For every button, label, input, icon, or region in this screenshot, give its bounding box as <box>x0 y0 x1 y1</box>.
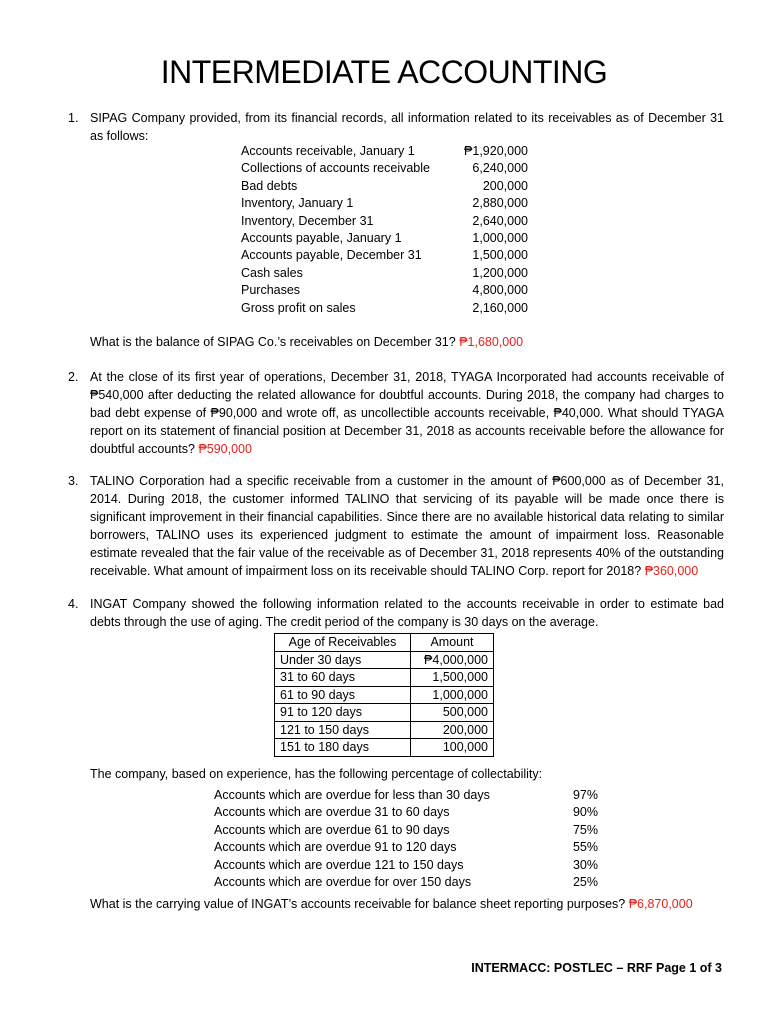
list-item: Accounts payable, January 1 1,000,000 <box>241 230 528 245</box>
list-item: Inventory, January 1 2,880,000 <box>241 196 528 211</box>
table-row: 31 to 60 days 1,500,000 <box>275 669 494 687</box>
question-2 <box>68 368 724 458</box>
table-row: Under 30 days ₱4,000,000 <box>275 651 494 669</box>
question-1 <box>68 109 724 145</box>
list-item: Accounts which are overdue 31 to 60 days 90% <box>214 805 598 820</box>
list-item: Purchases 4,800,000 <box>241 283 528 298</box>
question-number: 1. <box>68 111 79 125</box>
question-text: TALINO Corporation had a specific receivable from a customer in the amount of ₱600,000 as of December 31, 2014. During 2018, the customer informed TALINO that servicing of its payable will be made once there is significant improvement in their financial capabilities. Since there are no available historical data relating to similar borrowers, TALINO uses its experienced judgment to estimate the amount of impairment loss. Reasonable estimate revealed that the fair value of the receivable as of December 31, 2018 represents 40% of the outstanding receivable. What amount of impairment loss on its receivable should TALINO Corp. report for 2018? <box>90 474 724 578</box>
question-text: INGAT Company showed the following information related to the accounts receivable in order to estimate bad debts through the use of aging. The credit period of the company is 30 days on the average. <box>90 597 724 629</box>
collectability-intro: The company, based on experience, has the following percentage of collectability: <box>90 767 543 781</box>
list-item: Accounts receivable, January 1 ₱1,920,000 <box>241 144 528 158</box>
table-row: 151 to 180 days 100,000 <box>275 739 494 757</box>
table-header-row <box>275 634 494 652</box>
list-item: Accounts which are overdue 121 to 150 days 30% <box>214 857 598 872</box>
question-number: 3. <box>68 474 79 488</box>
q4-question-line <box>90 895 693 913</box>
list-item: Accounts which are overdue 61 to 90 days 75% <box>214 822 598 837</box>
question-4 <box>68 595 724 631</box>
list-item: Cash sales 1,200,000 <box>241 265 528 280</box>
collectability-list <box>214 787 598 891</box>
answer-text: ₱590,000 <box>198 442 252 456</box>
table-row: 121 to 150 days 200,000 <box>275 721 494 739</box>
list-item: Accounts which are overdue 91 to 120 days 55% <box>214 840 598 855</box>
question-text: SIPAG Company provided, from its financial records, all information related to its receivables as of December 31 as follows: <box>90 111 724 143</box>
list-item: Bad debts 200,000 <box>241 178 528 193</box>
q1-question-line <box>90 333 523 351</box>
page-footer: INTERMACC: POSTLEC – RRF Page 1 of 3 <box>471 961 722 975</box>
table-row: 61 to 90 days 1,000,000 <box>275 686 494 704</box>
aging-table <box>274 633 494 757</box>
table-row: 91 to 120 days 500,000 <box>275 704 494 722</box>
list-item: Inventory, December 31 2,640,000 <box>241 213 528 228</box>
column-header: Age of Receivables <box>275 634 411 652</box>
question-prompt: What is the balance of SIPAG Co.’s receivables on December 31? <box>90 335 456 349</box>
column-header: Amount <box>411 634 494 652</box>
question-3 <box>68 472 724 580</box>
answer-text: ₱360,000 <box>644 564 699 578</box>
answer-text: ₱6,870,000 <box>628 897 693 911</box>
q1-data-list <box>241 143 528 317</box>
page-title: INTERMEDIATE ACCOUNTING <box>160 54 608 90</box>
question-number: 4. <box>68 597 79 611</box>
list-item: Accounts payable, December 31 1,500,000 <box>241 248 528 263</box>
question-prompt: What is the carrying value of INGAT’s accounts receivable for balance sheet reporting purposes? <box>90 897 626 911</box>
list-item: Collections of accounts receivable 6,240,000 <box>241 161 528 176</box>
list-item: Accounts which are overdue for less than 30 days 97% <box>214 788 598 802</box>
list-item: Gross profit on sales 2,160,000 <box>241 300 528 315</box>
question-number: 2. <box>68 370 79 384</box>
question-text: At the close of its first year of operations, December 31, 2018, TYAGA Incorporated had accounts receivable of ₱540,000 after deducting the related allowance for doubtful accounts. During 2018, the company had charges to bad debt expense of ₱90,000 and wrote off, as uncollectible accounts receivable, ₱40,000. What should TYAGA report on its statement of financial position at December 31, 2018 as accounts receivable before the allowance for doubtful accounts? <box>90 370 724 456</box>
answer-text: ₱1,680,000 <box>459 335 524 349</box>
list-item: Accounts which are overdue for over 150 days 25% <box>214 874 598 889</box>
